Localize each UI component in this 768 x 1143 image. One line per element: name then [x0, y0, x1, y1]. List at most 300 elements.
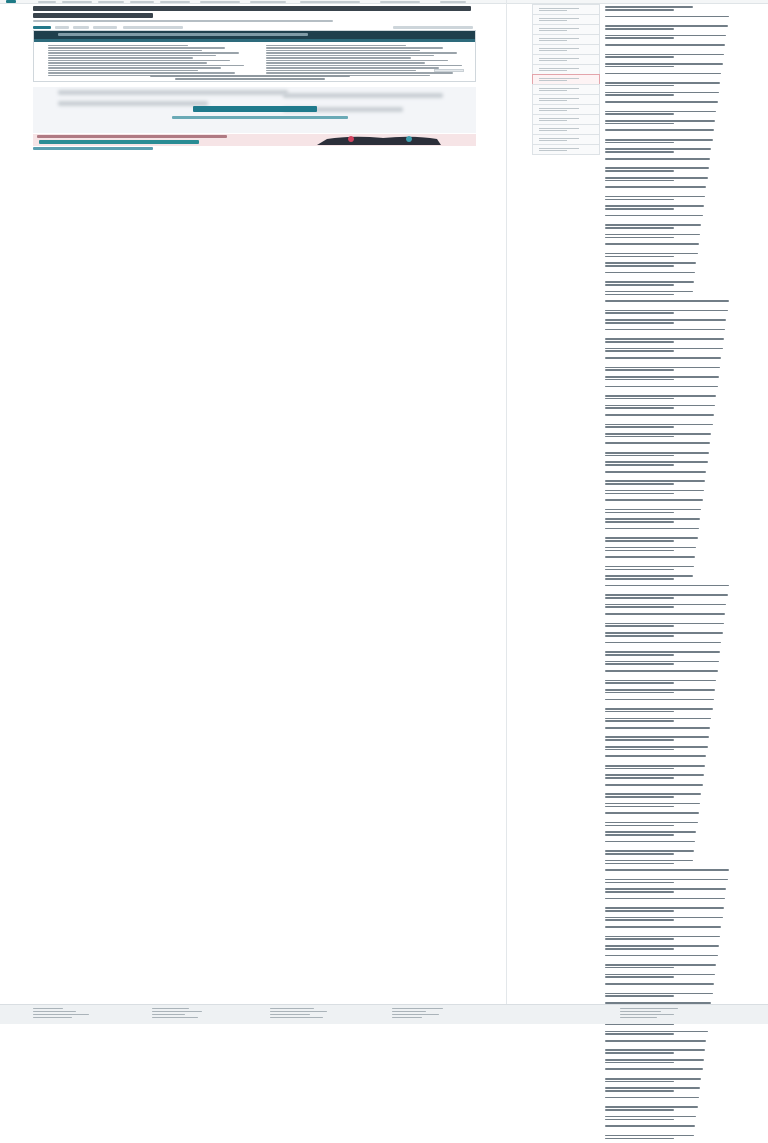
document-text-line — [266, 45, 406, 46]
document-text-line — [266, 67, 439, 68]
related-item-line — [605, 891, 674, 893]
related-item[interactable] — [605, 869, 730, 877]
footer-column — [33, 1008, 103, 1022]
footer-link[interactable] — [392, 1011, 426, 1012]
thumbnail-line — [539, 128, 579, 129]
related-item-line — [605, 651, 720, 653]
thumbnail-line — [539, 140, 567, 141]
related-item[interactable] — [605, 196, 730, 204]
nav-link[interactable] — [250, 1, 286, 3]
related-item[interactable] — [605, 442, 730, 450]
document-text-line — [266, 60, 448, 61]
related-item-line — [605, 575, 693, 577]
promo-button[interactable] — [39, 140, 199, 144]
document-text-line — [266, 72, 453, 73]
related-item-line — [605, 407, 674, 409]
related-item[interactable] — [605, 167, 730, 175]
document-text-line — [48, 62, 207, 63]
related-item-line — [605, 945, 719, 947]
related-item[interactable] — [605, 386, 730, 394]
related-item[interactable] — [605, 784, 730, 792]
related-item-line — [605, 919, 674, 921]
related-item[interactable] — [605, 480, 730, 488]
related-item[interactable] — [605, 424, 730, 432]
related-item[interactable] — [605, 54, 730, 62]
document-text-line — [48, 45, 188, 46]
related-item-line — [605, 578, 674, 580]
thumbnail-line — [539, 58, 579, 59]
related-item-line — [605, 625, 674, 627]
related-item[interactable] — [605, 1031, 730, 1039]
document-text-line — [48, 57, 193, 58]
thumbnail-line — [539, 38, 579, 39]
related-item[interactable] — [605, 746, 730, 754]
related-item-line — [605, 995, 674, 997]
related-item[interactable] — [605, 319, 730, 327]
related-item-line — [605, 1078, 701, 1080]
related-item-line — [605, 654, 674, 656]
related-item[interactable] — [605, 1116, 730, 1124]
related-item[interactable] — [605, 907, 730, 915]
related-item-line — [605, 663, 674, 665]
related-item-line — [605, 1052, 674, 1054]
related-item[interactable] — [605, 537, 730, 545]
thumbnail-line — [539, 120, 567, 121]
viewer-header — [34, 31, 475, 39]
nav-link[interactable] — [200, 1, 240, 3]
related-item-line — [605, 44, 725, 46]
related-item-line — [605, 170, 674, 172]
footer-link[interactable] — [270, 1014, 310, 1015]
related-item-line — [605, 879, 728, 881]
cta-button[interactable] — [193, 106, 317, 112]
related-item-line — [605, 528, 699, 530]
related-item-line — [605, 1059, 704, 1061]
related-item[interactable] — [605, 831, 730, 839]
footer-link[interactable] — [152, 1008, 189, 1009]
footer-link[interactable] — [620, 1014, 674, 1015]
related-item[interactable] — [605, 888, 730, 896]
related-item[interactable] — [605, 585, 730, 593]
related-item[interactable] — [605, 44, 730, 52]
related-item[interactable] — [605, 518, 730, 526]
related-item[interactable] — [605, 955, 730, 963]
footer-link[interactable] — [620, 1017, 657, 1018]
nav-link[interactable] — [160, 1, 190, 3]
thumbnail-line — [539, 80, 567, 81]
related-item[interactable] — [605, 651, 730, 659]
related-item-line — [605, 120, 715, 122]
related-item-line — [605, 1109, 674, 1111]
related-item-line — [605, 243, 699, 245]
related-item-line — [605, 148, 711, 150]
related-item[interactable] — [605, 243, 730, 251]
related-item-line — [605, 540, 674, 542]
related-item-line — [605, 379, 674, 381]
related-item[interactable] — [605, 461, 730, 469]
document-action-button[interactable] — [123, 26, 183, 29]
document-text-line — [266, 50, 420, 51]
related-item[interactable] — [605, 556, 730, 564]
related-item-line — [605, 493, 674, 495]
related-item-line — [605, 974, 715, 976]
related-item[interactable] — [605, 765, 730, 773]
related-item-line — [605, 499, 703, 501]
related-item[interactable] — [605, 499, 730, 507]
thumbnail-line — [539, 70, 567, 71]
related-item-line — [605, 1033, 674, 1035]
related-item-line — [605, 272, 695, 274]
related-item-line — [605, 976, 674, 978]
related-item-line — [605, 237, 674, 239]
related-item[interactable] — [605, 993, 730, 1001]
related-item-line — [605, 234, 700, 236]
related-item[interactable] — [605, 1068, 730, 1076]
document-text-line — [266, 55, 434, 56]
related-item-line — [605, 806, 674, 808]
related-item[interactable] — [605, 1059, 730, 1067]
related-item[interactable] — [605, 718, 730, 726]
related-item-line — [605, 907, 724, 909]
related-item[interactable] — [605, 186, 730, 194]
related-item[interactable] — [605, 272, 730, 280]
column-divider — [506, 0, 507, 1004]
related-item[interactable] — [605, 253, 730, 261]
related-item[interactable] — [605, 338, 730, 346]
related-item[interactable] — [605, 367, 730, 375]
document-action-button[interactable] — [93, 26, 117, 29]
related-item-line — [605, 376, 719, 378]
related-item-line — [605, 224, 701, 226]
related-item[interactable] — [605, 405, 730, 413]
related-item[interactable] — [605, 509, 730, 517]
nav-link[interactable] — [62, 1, 92, 3]
thumbnail-line — [539, 48, 579, 49]
related-item-line — [605, 205, 704, 207]
document-action-button[interactable] — [393, 26, 473, 29]
related-item[interactable] — [605, 623, 730, 631]
related-item[interactable] — [605, 35, 730, 43]
related-item[interactable] — [605, 1097, 730, 1105]
related-item[interactable] — [605, 566, 730, 574]
related-item-line — [605, 566, 694, 568]
nav-link[interactable] — [440, 1, 466, 3]
related-item[interactable] — [605, 16, 730, 24]
related-item-line — [605, 1116, 696, 1118]
site-logo[interactable] — [6, 0, 16, 3]
related-item-line — [605, 350, 674, 352]
related-item[interactable] — [605, 898, 730, 906]
thumbnail-line — [539, 110, 567, 111]
related-item[interactable] — [605, 774, 730, 782]
footer-link[interactable] — [620, 1008, 678, 1009]
related-item[interactable] — [605, 812, 730, 820]
related-item-line — [605, 414, 714, 416]
thumbnail-line — [539, 108, 579, 109]
related-item[interactable] — [605, 205, 730, 213]
document-action-button[interactable] — [33, 26, 51, 29]
related-item-line — [605, 16, 729, 18]
cta-link[interactable] — [172, 116, 348, 119]
related-item[interactable] — [605, 148, 730, 156]
thumbnail-line — [539, 100, 567, 101]
document-text-line — [266, 62, 425, 63]
related-item[interactable] — [605, 661, 730, 669]
related-item[interactable] — [605, 936, 730, 944]
related-item[interactable] — [605, 708, 730, 716]
related-item-line — [605, 597, 674, 599]
related-item[interactable] — [605, 262, 730, 270]
document-text-line — [48, 67, 221, 68]
footer-link[interactable] — [392, 1008, 443, 1009]
related-item-line — [605, 955, 718, 957]
related-item[interactable] — [605, 215, 730, 223]
footer-link[interactable] — [270, 1011, 327, 1012]
footer-link[interactable] — [152, 1017, 198, 1018]
thumbnail-line — [539, 28, 579, 29]
related-item-line — [605, 774, 704, 776]
related-item[interactable] — [605, 594, 730, 602]
related-item[interactable] — [605, 120, 730, 128]
related-item-line — [605, 926, 721, 928]
related-item-line — [605, 1024, 674, 1026]
related-item[interactable] — [605, 300, 730, 308]
related-item[interactable] — [605, 414, 730, 422]
related-item[interactable] — [605, 63, 730, 71]
related-item[interactable] — [605, 348, 730, 356]
related-item-line — [605, 521, 674, 523]
related-item[interactable] — [605, 528, 730, 536]
related-item[interactable] — [605, 73, 730, 81]
related-item[interactable] — [605, 224, 730, 232]
related-item[interactable] — [605, 917, 730, 925]
thumbnail-line — [539, 8, 579, 9]
footer-column — [392, 1008, 462, 1022]
related-item[interactable] — [605, 860, 730, 868]
nav-link[interactable] — [38, 1, 56, 3]
related-item[interactable] — [605, 1049, 730, 1057]
footer-link[interactable] — [392, 1014, 439, 1015]
related-item[interactable] — [605, 699, 730, 707]
related-item[interactable] — [605, 642, 730, 650]
related-item[interactable] — [605, 841, 730, 849]
nav-link[interactable] — [130, 1, 154, 3]
document-action-button[interactable] — [55, 26, 69, 29]
related-item[interactable] — [605, 974, 730, 982]
related-item-line — [605, 812, 699, 814]
related-item[interactable] — [605, 376, 730, 384]
footer-link[interactable] — [33, 1011, 76, 1012]
related-item-line — [605, 480, 705, 482]
related-item[interactable] — [605, 6, 730, 14]
related-item[interactable] — [605, 129, 730, 137]
related-item[interactable] — [605, 177, 730, 185]
thumbnail-line — [539, 98, 579, 99]
related-item[interactable] — [605, 234, 730, 242]
related-item-line — [605, 262, 696, 264]
related-item-line — [605, 82, 720, 84]
related-item-line — [605, 461, 708, 463]
related-item-line — [605, 512, 674, 514]
related-item[interactable] — [605, 680, 730, 688]
related-item-line — [605, 793, 701, 795]
related-item[interactable] — [605, 632, 730, 640]
related-item[interactable] — [605, 1135, 730, 1143]
related-item[interactable] — [605, 471, 730, 479]
related-item-line — [605, 777, 674, 779]
related-item-line — [605, 63, 723, 65]
related-item[interactable] — [605, 1087, 730, 1095]
related-item[interactable] — [605, 82, 730, 90]
document-thumbnail[interactable] — [532, 144, 600, 155]
related-item-line — [605, 215, 703, 217]
related-item[interactable] — [605, 1040, 730, 1048]
viewer-header-title — [58, 33, 308, 36]
related-item-line — [605, 433, 711, 435]
related-item[interactable] — [605, 281, 730, 289]
document-action-button[interactable] — [73, 26, 89, 29]
related-item-line — [605, 455, 674, 457]
related-item-line — [605, 661, 719, 663]
related-item-line — [605, 369, 674, 371]
related-item-line — [605, 6, 693, 8]
related-item[interactable] — [605, 964, 730, 972]
related-item-line — [605, 111, 716, 113]
related-item-line — [605, 910, 674, 912]
related-item[interactable] — [605, 111, 730, 119]
related-item-line — [605, 765, 705, 767]
related-item[interactable] — [605, 604, 730, 612]
promo-illustration — [313, 135, 443, 145]
nav-link[interactable] — [98, 1, 124, 3]
related-item-line — [605, 711, 674, 713]
related-item-line — [605, 938, 674, 940]
footer-link[interactable] — [392, 1017, 422, 1018]
related-item-line — [605, 341, 674, 343]
thumbnail-line — [539, 10, 567, 11]
related-item-line — [605, 739, 674, 741]
related-item[interactable] — [605, 25, 730, 33]
footer-link[interactable] — [33, 1017, 72, 1018]
related-item[interactable] — [605, 613, 730, 621]
related-item[interactable] — [605, 983, 730, 991]
related-item-line — [605, 300, 729, 302]
thumbnail-line — [539, 88, 579, 89]
related-item[interactable] — [605, 727, 730, 735]
related-item-line — [605, 720, 674, 722]
related-item[interactable] — [605, 755, 730, 763]
footer-link[interactable] — [33, 1014, 89, 1015]
related-item-line — [605, 841, 695, 843]
footer-link[interactable] — [620, 1011, 661, 1012]
related-item-line — [605, 768, 674, 770]
document-text-line — [48, 72, 235, 73]
page-indicator[interactable] — [434, 69, 464, 72]
thumbnail-list — [532, 4, 600, 156]
related-item[interactable] — [605, 1125, 730, 1133]
related-item[interactable] — [605, 926, 730, 934]
related-item-line — [605, 983, 714, 985]
related-item[interactable] — [605, 736, 730, 744]
related-item[interactable] — [605, 793, 730, 801]
nav-link[interactable] — [300, 1, 360, 3]
related-item-line — [605, 547, 696, 549]
related-item-line — [605, 9, 674, 11]
footer-link[interactable] — [152, 1011, 202, 1012]
nav-link[interactable] — [380, 1, 420, 3]
related-item[interactable] — [605, 1078, 730, 1086]
related-item-line — [605, 442, 710, 444]
related-item-line — [605, 452, 709, 454]
document-text-line — [48, 50, 202, 51]
related-item[interactable] — [605, 490, 730, 498]
related-item-line — [605, 1062, 674, 1064]
related-item-line — [605, 101, 718, 103]
related-item-line — [605, 54, 724, 56]
footer-link[interactable] — [270, 1017, 323, 1018]
related-item[interactable] — [605, 158, 730, 166]
thumbnail-line — [539, 78, 579, 79]
related-item[interactable] — [605, 689, 730, 697]
related-item[interactable] — [605, 357, 730, 365]
related-item-line — [605, 367, 720, 369]
related-item-line — [605, 424, 713, 426]
footer-link[interactable] — [33, 1008, 63, 1009]
related-item[interactable] — [605, 92, 730, 100]
related-item[interactable] — [605, 945, 730, 953]
related-item[interactable] — [605, 433, 730, 441]
related-item-line — [605, 227, 674, 229]
related-item-line — [605, 490, 704, 492]
related-item[interactable] — [605, 547, 730, 555]
related-item[interactable] — [605, 803, 730, 811]
related-documents-link[interactable] — [33, 147, 153, 150]
related-item-line — [605, 898, 725, 900]
related-item-line — [605, 863, 674, 865]
related-item[interactable] — [605, 850, 730, 858]
related-item-line — [605, 386, 718, 388]
related-item-line — [605, 993, 713, 995]
thumbnail-line — [539, 118, 579, 119]
related-item[interactable] — [605, 139, 730, 147]
related-item[interactable] — [605, 670, 730, 678]
related-item[interactable] — [605, 822, 730, 830]
related-item-line — [605, 310, 728, 312]
related-item[interactable] — [605, 101, 730, 109]
related-item[interactable] — [605, 310, 730, 318]
related-item-line — [605, 509, 701, 511]
related-item-line — [605, 253, 698, 255]
related-item[interactable] — [605, 879, 730, 887]
related-item-line — [605, 1138, 674, 1140]
related-item[interactable] — [605, 329, 730, 337]
related-item-line — [605, 464, 674, 466]
footer-link[interactable] — [270, 1008, 314, 1009]
related-item[interactable] — [605, 1106, 730, 1114]
footer-link[interactable] — [152, 1014, 185, 1015]
related-item[interactable] — [605, 395, 730, 403]
related-item[interactable] — [605, 575, 730, 583]
related-item-line — [605, 142, 674, 144]
related-item[interactable] — [605, 452, 730, 460]
related-item-line — [605, 405, 715, 407]
related-item-line — [605, 860, 693, 862]
related-item-line — [605, 749, 674, 751]
related-item-line — [605, 312, 674, 314]
related-item-line — [605, 158, 710, 160]
related-item[interactable] — [605, 291, 730, 299]
footer-column — [620, 1008, 690, 1022]
